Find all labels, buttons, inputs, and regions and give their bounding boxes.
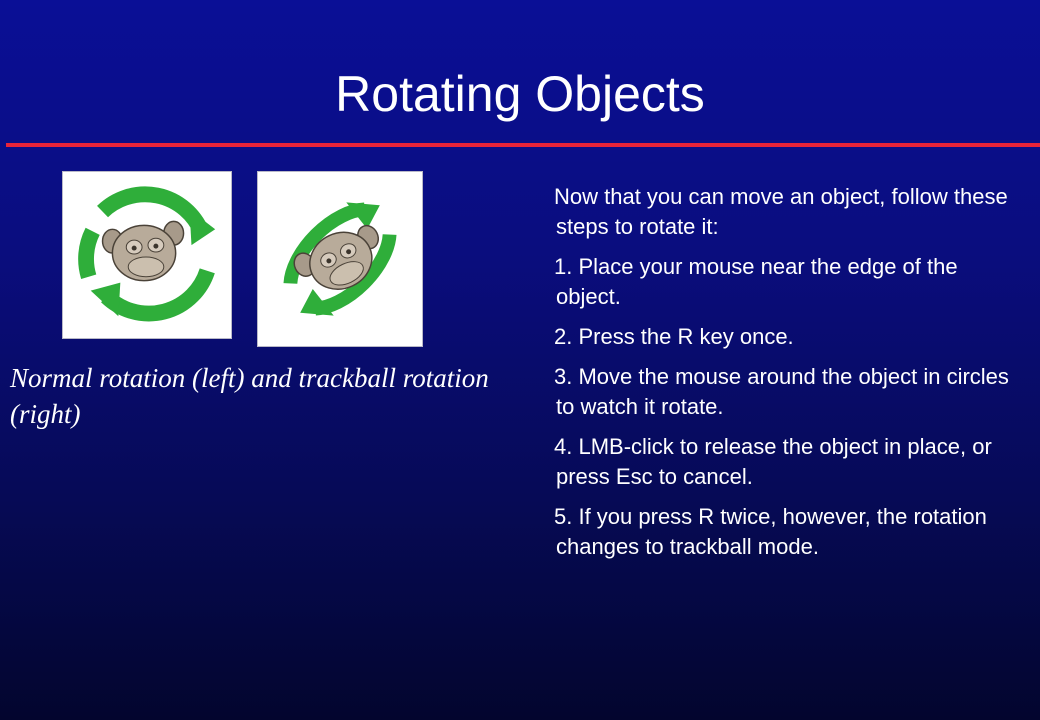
instruction-list [538,182,1018,572]
step-1: 1. Place your mouse near the edge of the object. [554,254,958,309]
trackball-rotation-icon [258,172,422,346]
intro-text: Now that you can move an object, follow these steps to rotate it: [554,184,1008,239]
normal-rotation-icon [63,172,231,338]
step-3: 3. Move the mouse around the object in circles to watch it rotate. [554,364,1009,419]
step-4: 4. LMB-click to release the object in place, or press Esc to cancel. [554,434,992,489]
title-divider [6,143,1040,147]
figure-caption: Normal rotation (left) and trackball rotation (right) [10,363,489,429]
trackball-rotation-figure [257,171,423,347]
step-5: 5. If you press R twice, however, the rotation changes to trackball mode. [554,504,987,559]
monkey-head-icon [103,221,184,280]
normal-rotation-figure [62,171,232,339]
slide-title: Rotating Objects [335,66,705,122]
step-2: 2. Press the R key once. [554,324,794,349]
